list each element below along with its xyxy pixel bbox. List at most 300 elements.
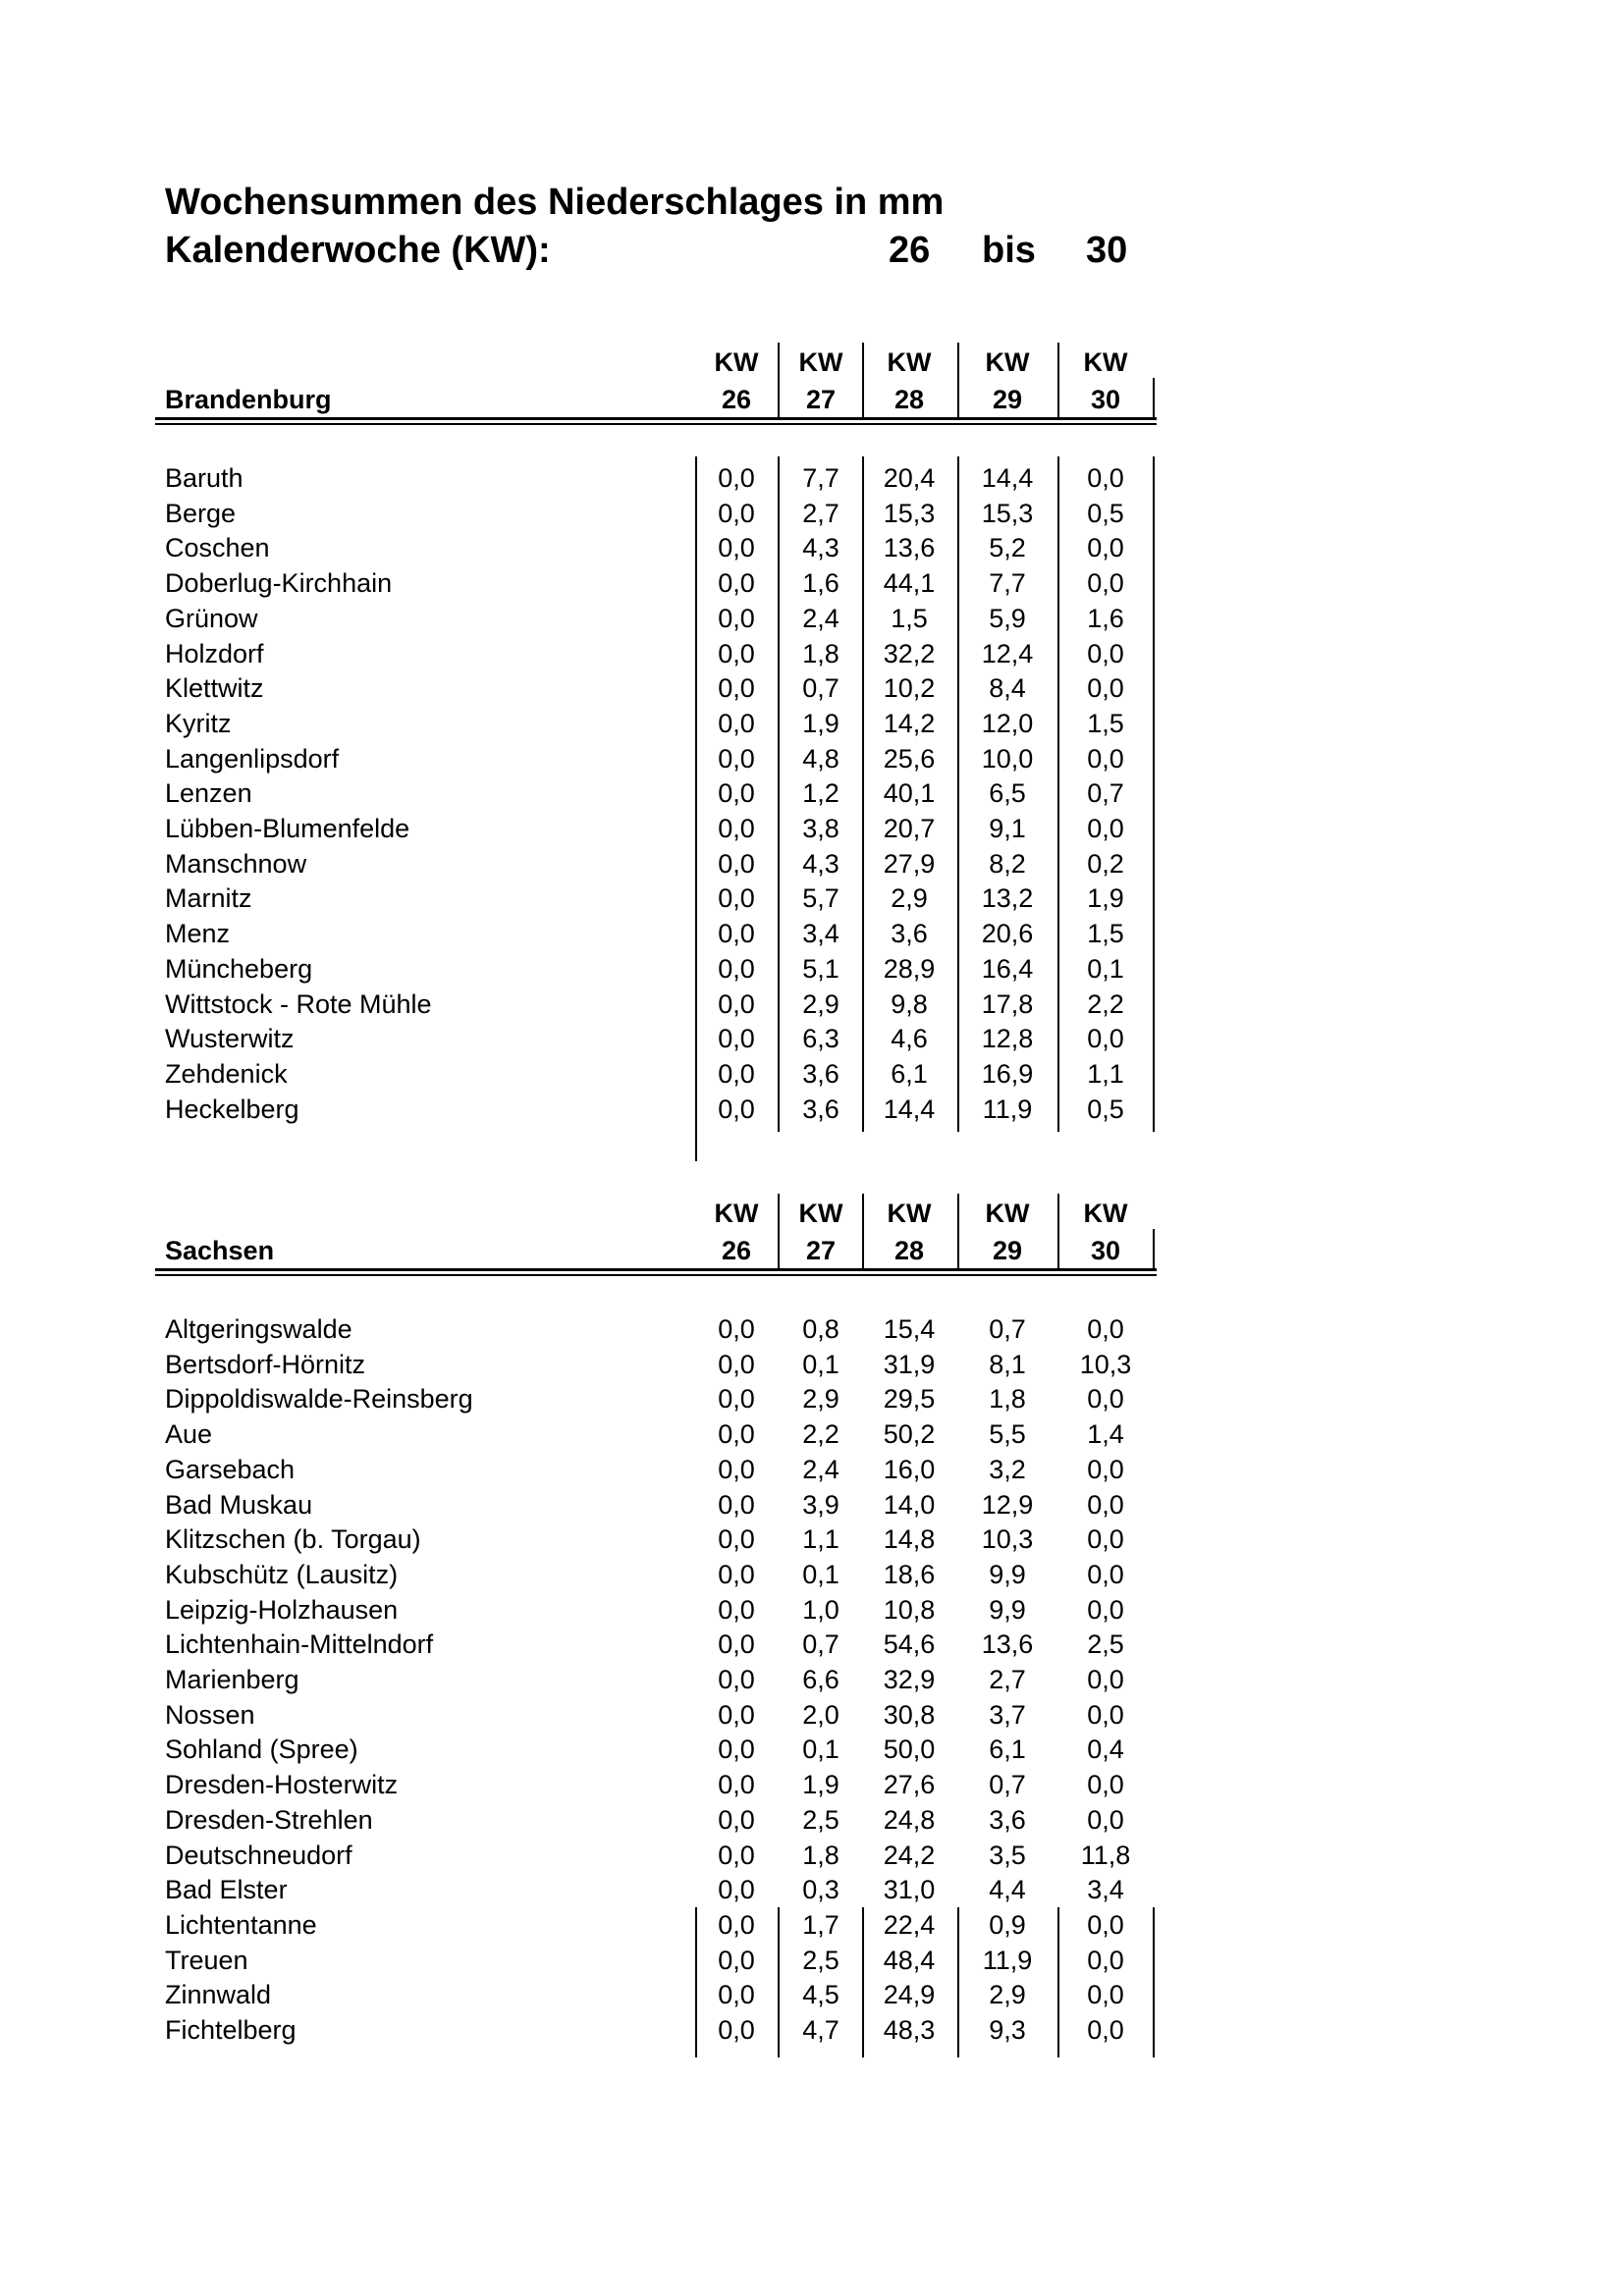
header-rule [155, 423, 1157, 425]
precip-value: 31,9 [883, 1349, 936, 1379]
precip-value: 4,6 [891, 1024, 928, 1054]
precip-value: 1,5 [1087, 919, 1124, 949]
precip-value: 2,5 [1087, 1629, 1124, 1660]
table-row [0, 1627, 1624, 1662]
precip-value: 0,0 [1087, 1909, 1124, 1940]
section-sachsen [0, 1190, 1624, 2045]
precip-value: 1,5 [1087, 708, 1124, 738]
precip-value: 3,4 [1087, 1875, 1124, 1905]
precip-value: 0,0 [718, 1058, 755, 1089]
precip-value: 7,7 [989, 568, 1026, 599]
precip-value: 9,3 [989, 2015, 1026, 2045]
precip-value: 5,2 [989, 533, 1026, 563]
precip-value: 0,0 [1087, 1384, 1124, 1415]
precip-value: 0,0 [718, 1840, 755, 1870]
precip-value: 0,0 [718, 1454, 755, 1484]
header-kw-label: KW [985, 347, 1030, 377]
precip-value: 0,0 [718, 1094, 755, 1124]
station-name: Nossen [165, 1699, 255, 1730]
header-kw-label: KW [985, 1199, 1030, 1228]
precip-value: 8,2 [989, 848, 1026, 879]
precip-value: 0,0 [718, 638, 755, 668]
precip-value: 27,9 [883, 848, 936, 879]
precip-value: 0,0 [718, 1024, 755, 1054]
header-week-number: 30 [1090, 1236, 1121, 1265]
precip-value: 0,0 [718, 1629, 755, 1660]
station-name: Müncheberg [165, 953, 313, 984]
station-name: Dresden-Hosterwitz [165, 1770, 399, 1800]
precip-value: 15,4 [883, 1314, 936, 1344]
column-separator [862, 343, 864, 419]
precip-value: 10,3 [1079, 1349, 1132, 1379]
station-name: Sohland (Spree) [165, 1735, 358, 1765]
station-name: Garsebach [165, 1454, 296, 1484]
table-row [0, 1838, 1624, 1873]
station-name: Kyritz [165, 708, 232, 738]
header-week-number: 27 [805, 385, 837, 414]
column-separator [862, 1194, 864, 1270]
station-name: Manschnow [165, 848, 307, 879]
precip-value: 1,9 [1087, 883, 1124, 914]
precip-value: 3,6 [802, 1058, 839, 1089]
table-row [0, 670, 1624, 706]
station-name: Klettwitz [165, 673, 264, 704]
precip-value: 27,6 [883, 1770, 936, 1800]
station-name: Coschen [165, 533, 270, 563]
table-row [0, 1557, 1624, 1592]
header-kw-label: KW [1083, 347, 1128, 377]
precip-value: 22,4 [883, 1909, 936, 1940]
precip-value: 24,2 [883, 1840, 936, 1870]
kw-from: 26 [889, 230, 931, 271]
header-week-number: 26 [721, 1236, 752, 1265]
precip-value: 0,0 [718, 708, 755, 738]
column-separator [778, 343, 780, 419]
precip-value: 5,1 [802, 953, 839, 984]
precip-value: 0,8 [802, 1314, 839, 1344]
precip-value: 20,7 [883, 814, 936, 843]
station-name: Marnitz [165, 883, 252, 914]
precip-value: 11,8 [1080, 1840, 1131, 1870]
precip-value: 14,4 [883, 1094, 936, 1124]
header-week-number: 30 [1090, 385, 1121, 414]
precip-value: 0,0 [718, 1489, 755, 1520]
header-kw-label: KW [714, 347, 759, 377]
precip-value: 0,0 [718, 673, 755, 704]
section-title: Brandenburg [165, 385, 332, 414]
precip-value: 1,5 [891, 603, 928, 633]
precip-value: 10,0 [981, 743, 1034, 774]
precip-value: 0,0 [1087, 1804, 1124, 1835]
precip-value: 3,7 [989, 1699, 1026, 1730]
precip-value: 1,7 [802, 1909, 839, 1940]
header-rule [155, 1274, 1157, 1276]
precip-value: 1,9 [802, 1770, 839, 1800]
table-row [0, 1662, 1624, 1697]
precip-value: 1,6 [802, 568, 839, 599]
precip-value: 16,4 [981, 953, 1034, 984]
precip-value: 0,0 [718, 1699, 755, 1730]
table-row [0, 1452, 1624, 1487]
precip-value: 0,0 [718, 1804, 755, 1835]
table-row [0, 1381, 1624, 1416]
precip-value: 0,0 [718, 1945, 755, 1975]
precip-value: 5,7 [802, 883, 839, 914]
header-week-number: 26 [721, 385, 752, 414]
table-row [0, 951, 1624, 987]
precip-value: 18,6 [883, 1559, 936, 1589]
precip-value: 4,3 [802, 533, 839, 563]
precip-value: 15,3 [883, 498, 936, 528]
precip-value: 17,8 [981, 988, 1034, 1019]
precip-value: 0,0 [718, 2015, 755, 2045]
precip-value: 10,2 [883, 673, 936, 704]
precip-value: 0,0 [718, 533, 755, 563]
precip-value: 0,0 [718, 1524, 755, 1555]
station-name: Baruth [165, 463, 244, 493]
precip-value: 16,0 [883, 1454, 936, 1484]
precip-value: 0,0 [718, 743, 755, 774]
station-name: Wittstock - Rote Mühle [165, 988, 432, 1019]
precip-value: 0,0 [1087, 1024, 1124, 1054]
station-name: Berge [165, 498, 237, 528]
precip-value: 1,1 [1087, 1058, 1124, 1089]
precip-value: 1,8 [802, 638, 839, 668]
table-row [0, 1977, 1624, 2012]
precip-value: 0,0 [1087, 743, 1124, 774]
precip-value: 50,2 [883, 1419, 936, 1450]
precip-value: 0,0 [1087, 1665, 1124, 1694]
header-week-number: 28 [893, 1236, 925, 1265]
table-row [0, 601, 1624, 636]
precip-value: 2,5 [802, 1945, 839, 1975]
precip-value: 0,0 [718, 1384, 755, 1415]
station-name: Aue [165, 1419, 213, 1450]
precip-value: 0,0 [1087, 1980, 1124, 2010]
column-separator [1153, 1229, 1155, 1270]
precip-value: 0,0 [1087, 1454, 1124, 1484]
table-row [0, 846, 1624, 881]
station-name: Altgeringswalde [165, 1314, 352, 1344]
precip-value: 0,0 [718, 1770, 755, 1800]
precip-value: 0,0 [718, 1419, 755, 1450]
table-row [0, 706, 1624, 741]
precip-value: 0,0 [1087, 1770, 1124, 1800]
table-row [0, 636, 1624, 671]
precip-value: 28,9 [883, 953, 936, 984]
column-separator [1057, 1194, 1059, 1270]
precip-value: 12,9 [981, 1489, 1034, 1520]
precip-value: 3,6 [989, 1804, 1026, 1835]
header-kw-label: KW [714, 1199, 759, 1228]
precip-value: 0,5 [1087, 498, 1124, 528]
precip-value: 1,2 [802, 778, 839, 809]
precip-value: 6,1 [989, 1735, 1026, 1765]
column-separator [778, 1194, 780, 1270]
precip-value: 3,9 [802, 1489, 839, 1520]
precip-value: 2,9 [802, 1384, 839, 1415]
table-row [0, 1347, 1624, 1382]
precip-value: 0,0 [718, 1875, 755, 1905]
header-kw-label: KW [887, 347, 932, 377]
precip-value: 24,9 [883, 1980, 936, 2010]
precip-value: 1,4 [1087, 1419, 1124, 1450]
section-brandenburg [0, 339, 1624, 1124]
precip-value: 16,9 [981, 1058, 1034, 1089]
precip-value: 1,9 [802, 708, 839, 738]
table-row [0, 916, 1624, 951]
precip-value: 0,2 [1087, 848, 1124, 879]
precip-value: 2,9 [891, 883, 928, 914]
precip-value: 54,6 [883, 1629, 936, 1660]
table-row [0, 1487, 1624, 1522]
precip-value: 0,7 [802, 1629, 839, 1660]
station-name: Bad Muskau [165, 1489, 313, 1520]
precip-value: 12,4 [981, 638, 1034, 668]
table-row [0, 530, 1624, 565]
station-name: Grünow [165, 603, 258, 633]
precip-value: 0,7 [802, 673, 839, 704]
precip-value: 0,0 [1087, 568, 1124, 599]
column-separator [1153, 378, 1155, 419]
precip-value: 3,4 [802, 919, 839, 949]
station-name: Kubschütz (Lausitz) [165, 1559, 399, 1589]
precip-value: 0,1 [802, 1559, 839, 1589]
table-row [0, 741, 1624, 776]
precip-value: 0,0 [718, 568, 755, 599]
precip-value: 2,0 [802, 1699, 839, 1730]
precip-value: 3,2 [989, 1454, 1026, 1484]
precip-value: 25,6 [883, 743, 936, 774]
header-kw-label: KW [1083, 1199, 1128, 1228]
station-name: Heckelberg [165, 1094, 299, 1124]
precip-value: 0,5 [1087, 1094, 1124, 1124]
header-kw-label: KW [798, 1199, 843, 1228]
precip-value: 2,2 [1087, 988, 1124, 1019]
table-row [0, 1907, 1624, 1943]
kw-bis-label: bis [982, 230, 1036, 271]
table-row [0, 881, 1624, 916]
precip-value: 2,4 [802, 603, 839, 633]
precip-value: 1,1 [802, 1524, 839, 1555]
header-week-number: 29 [992, 1236, 1023, 1265]
precip-value: 0,1 [1087, 953, 1124, 984]
precip-value: 2,9 [802, 988, 839, 1019]
precip-value: 13,6 [981, 1629, 1034, 1660]
precip-value: 14,2 [883, 708, 936, 738]
precip-value: 6,6 [802, 1665, 839, 1694]
precip-value: 3,6 [891, 919, 928, 949]
precip-value: 0,0 [718, 953, 755, 984]
precip-value: 20,4 [883, 463, 936, 493]
header-week-number: 27 [805, 1236, 837, 1265]
precip-value: 0,4 [1087, 1735, 1124, 1765]
precip-value: 1,8 [989, 1384, 1026, 1415]
precip-value: 4,8 [802, 743, 839, 774]
table-row [0, 496, 1624, 531]
table-row [0, 1592, 1624, 1628]
precip-value: 0,0 [1087, 1559, 1124, 1589]
column-separator [957, 343, 959, 419]
precip-value: 0,0 [1087, 814, 1124, 843]
precip-value: 0,0 [1087, 1524, 1124, 1555]
table-row [0, 2012, 1624, 2048]
precip-value: 6,5 [989, 778, 1026, 809]
precip-value: 6,3 [802, 1024, 839, 1054]
precip-value: 3,6 [802, 1094, 839, 1124]
precip-value: 10,3 [981, 1524, 1034, 1555]
station-name: Klitzschen (b. Torgau) [165, 1524, 421, 1555]
station-name: Wusterwitz [165, 1024, 295, 1054]
precip-value: 4,7 [802, 2015, 839, 2045]
station-name: Treuen [165, 1945, 248, 1975]
kw-to: 30 [1086, 230, 1128, 271]
precip-value: 1,0 [802, 1594, 839, 1625]
precip-value: 24,8 [883, 1804, 936, 1835]
precip-value: 0,0 [1087, 1594, 1124, 1625]
precip-value: 40,1 [883, 778, 936, 809]
precip-value: 0,3 [802, 1875, 839, 1905]
precip-value: 2,7 [802, 498, 839, 528]
precip-value: 6,1 [891, 1058, 928, 1089]
column-separator [1057, 343, 1059, 419]
precip-value: 5,5 [989, 1419, 1026, 1450]
station-name: Lichtentanne [165, 1909, 317, 1940]
precip-value: 0,0 [1087, 1314, 1124, 1344]
station-name: Lenzen [165, 778, 252, 809]
precip-value: 4,4 [989, 1875, 1026, 1905]
precip-value: 0,7 [1087, 778, 1124, 809]
precip-value: 20,6 [981, 919, 1034, 949]
precip-value: 11,9 [982, 1094, 1033, 1124]
station-name: Marienberg [165, 1665, 299, 1694]
station-name: Fichtelberg [165, 2015, 297, 2045]
precip-value: 0,0 [1087, 1699, 1124, 1730]
table-row [0, 1056, 1624, 1092]
precip-value: 3,8 [802, 814, 839, 843]
precip-value: 0,0 [718, 1594, 755, 1625]
precip-value: 48,4 [883, 1945, 936, 1975]
precip-value: 0,0 [718, 1559, 755, 1589]
station-name: Menz [165, 919, 231, 949]
precip-value: 32,9 [883, 1665, 936, 1694]
precip-value: 4,5 [802, 1980, 839, 2010]
precip-value: 0,0 [1087, 2015, 1124, 2045]
precip-value: 0,0 [718, 1349, 755, 1379]
table-row [0, 1697, 1624, 1733]
station-name: Bad Elster [165, 1875, 288, 1905]
precip-value: 44,1 [883, 568, 936, 599]
precip-value: 2,9 [989, 1980, 1026, 2010]
station-name: Dresden-Strehlen [165, 1804, 373, 1835]
header-kw-label: KW [798, 347, 843, 377]
table-row [0, 460, 1624, 496]
precip-value: 2,2 [802, 1419, 839, 1450]
precip-value: 0,0 [718, 603, 755, 633]
precip-value: 9,8 [891, 988, 928, 1019]
precip-value: 10,8 [883, 1594, 936, 1625]
precip-value: 11,9 [982, 1945, 1033, 1975]
column-separator [957, 1194, 959, 1270]
precip-value: 0,0 [718, 1909, 755, 1940]
header-week-number: 28 [893, 385, 925, 414]
precip-value: 13,6 [883, 533, 936, 563]
precip-value: 9,1 [989, 814, 1026, 843]
table-row [0, 1767, 1624, 1802]
header-rule [155, 417, 1157, 420]
table-row [0, 1522, 1624, 1557]
precip-value: 0,0 [718, 1735, 755, 1765]
station-name: Zehdenick [165, 1058, 288, 1089]
page-title: Wochensummen des Niederschlages in mm [165, 182, 945, 223]
precip-value: 0,1 [802, 1735, 839, 1765]
precip-value: 7,7 [802, 463, 839, 493]
precip-value: 9,9 [989, 1594, 1026, 1625]
table-row [0, 1872, 1624, 1907]
precip-value: 0,0 [718, 1314, 755, 1344]
precip-value: 0,9 [989, 1909, 1026, 1940]
precip-value: 32,2 [883, 638, 936, 668]
precip-value: 0,0 [1087, 1945, 1124, 1975]
station-name: Lübben-Blumenfelde [165, 814, 410, 843]
precip-value: 9,9 [989, 1559, 1026, 1589]
precip-value: 8,1 [989, 1349, 1026, 1379]
precip-value: 0,0 [718, 778, 755, 809]
precip-value: 0,0 [1087, 638, 1124, 668]
precip-value: 1,8 [802, 1840, 839, 1870]
precip-value: 12,8 [981, 1024, 1034, 1054]
section-title: Sachsen [165, 1236, 275, 1265]
station-name: Leipzig-Holzhausen [165, 1594, 399, 1625]
station-name: Holzdorf [165, 638, 264, 668]
precip-value: 0,0 [1087, 1489, 1124, 1520]
precip-value: 0,7 [989, 1770, 1026, 1800]
header-rule [155, 1268, 1157, 1271]
table-row [0, 775, 1624, 811]
table-row [0, 1732, 1624, 1767]
station-name: Zinnwald [165, 1980, 272, 2010]
calendar-week-label: Kalenderwoche (KW): [165, 230, 551, 271]
precip-value: 0,0 [718, 919, 755, 949]
precip-value: 0,0 [718, 814, 755, 843]
precip-value: 2,5 [802, 1804, 839, 1835]
precip-value: 0,0 [718, 1665, 755, 1694]
precip-value: 2,4 [802, 1454, 839, 1484]
precip-value: 8,4 [989, 673, 1026, 704]
table-row [0, 1943, 1624, 1978]
header-kw-label: KW [887, 1199, 932, 1228]
precip-value: 0,0 [718, 1980, 755, 2010]
precip-value: 14,0 [883, 1489, 936, 1520]
station-name: Dippoldiswalde-Reinsberg [165, 1384, 473, 1415]
precip-value: 1,6 [1087, 603, 1124, 633]
precip-value: 5,9 [989, 603, 1026, 633]
table-row [0, 1311, 1624, 1347]
precip-value: 15,3 [981, 498, 1034, 528]
precip-value: 14,4 [981, 463, 1034, 493]
precip-value: 13,2 [981, 883, 1034, 914]
precip-value: 0,0 [1087, 463, 1124, 493]
table-row [0, 1802, 1624, 1838]
precip-value: 2,7 [989, 1665, 1026, 1694]
precip-value: 0,0 [1087, 673, 1124, 704]
precip-value: 0,0 [718, 498, 755, 528]
precip-value: 29,5 [883, 1384, 936, 1415]
station-name: Deutschneudorf [165, 1840, 352, 1870]
table-row [0, 811, 1624, 846]
precip-value: 0,0 [718, 463, 755, 493]
precip-value: 12,0 [981, 708, 1034, 738]
